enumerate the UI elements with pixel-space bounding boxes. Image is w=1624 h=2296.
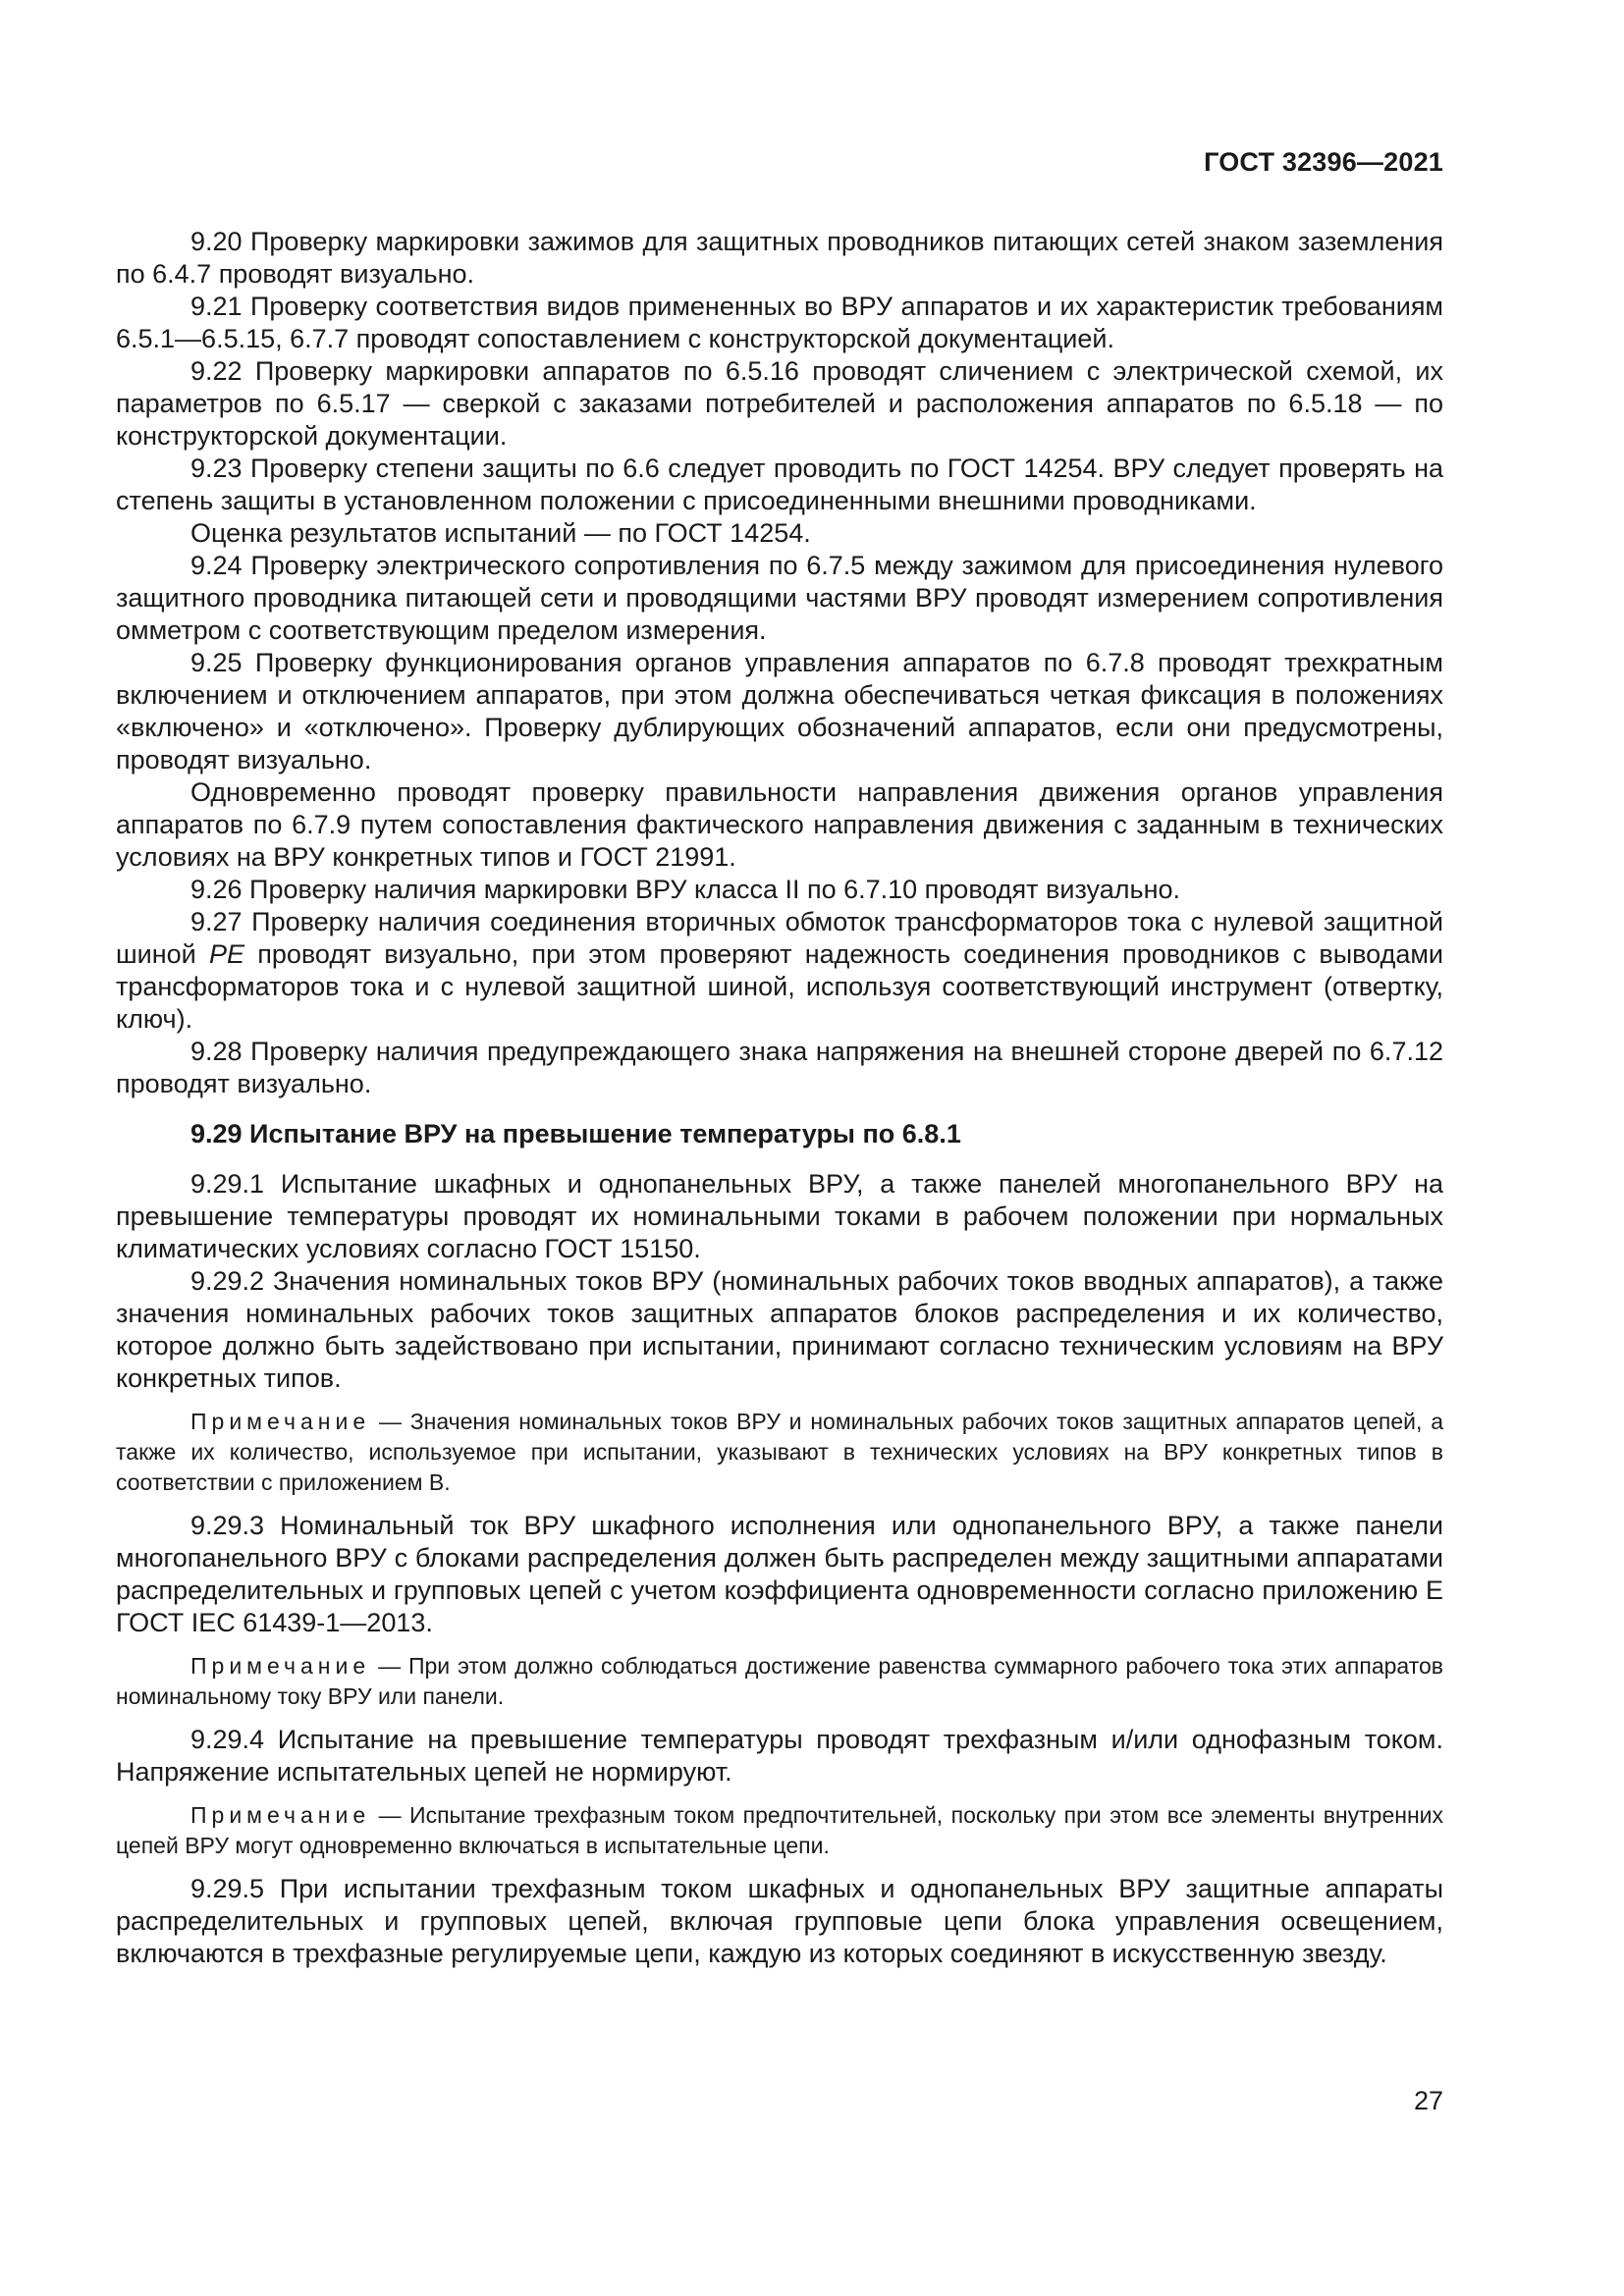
paragraph-9-20: 9.20 Проверку маркировки зажимов для защитных проводников питающих сетей знаком заземления по 6.4.7 проводят визуально. xyxy=(116,227,1443,289)
note-1 xyxy=(116,1407,1443,1498)
paragraph-9-29-2: 9.29.2 Значения номинальных токов ВРУ (номинальных рабочих токов вводных аппаратов), а также значения номинальных рабочих токов защитных аппаратов блоков распределения и их количество, которое должно быть задействовано при испытании, принимают согласно техническим условиям на ВРУ конкретных типов. xyxy=(116,1266,1443,1393)
paragraph-9-27 xyxy=(116,906,1443,1036)
note-label: Примечание xyxy=(190,1653,371,1679)
note-2 xyxy=(116,1651,1443,1712)
note-1-text: — Значения номинальных токов ВРУ и номинальных рабочих токов защитных аппаратов цепей, а также их количество, используемое при испытании, указывают в технических условиях на ВРУ конкретных типов в соответствии с приложением В. xyxy=(116,1409,1443,1495)
paragraph-9-27-part-a: 9.27 Проверку наличия соединения вторичных обмоток трансформаторов тока с нулевой защитной шиной xyxy=(116,907,1443,969)
paragraph-9-26: 9.26 Проверку наличия маркировки ВРУ класса II по 6.7.10 проводят визуально. xyxy=(190,875,1180,904)
paragraph-9-22: 9.22 Проверку маркировки аппаратов по 6.5.16 проводят сличением с электрической схемой, их параметров по 6.5.17 — сверкой с заказами потребителей и расположения аппаратов по 6.5.18 — по конструкторской документации. xyxy=(116,356,1443,451)
paragraph-9-25: 9.25 Проверку функционирования органов управления аппаратов по 6.7.8 проводят трехкратным включением и отключением аппаратов, при этом должна обеспечиваться четкая фиксация в положениях «включено» и «отключено». Проверку дублирующих обозначений аппаратов, если они предусмотрены, проводят визуально. xyxy=(116,648,1443,774)
document-body xyxy=(116,226,1443,1970)
note-3-text: — Испытание трехфазным током предпочтительней, поскольку при этом все элементы внутренних цепей ВРУ могут одновременно включаться в испытательные цепи. xyxy=(116,1802,1443,1858)
page-number: 27 xyxy=(1413,2086,1443,2115)
paragraph-9-23-evaluation: Оценка результатов испытаний — по ГОСТ 14254. xyxy=(190,518,811,548)
paragraph-9-25-direction: Одновременно проводят проверку правильности направления движения органов управления аппаратов по 6.7.9 путем сопоставления фактического направления движения с заданным в технических условиях на ВРУ конкретных типов и ГОСТ 21991. xyxy=(116,777,1443,872)
paragraph-9-23: 9.23 Проверку степени защиты по 6.6 следует проводить по ГОСТ 14254. ВРУ следует проверять на степень защиты в установленном положении с присоединенными внешними проводниками. xyxy=(116,454,1443,515)
paragraph-9-29-3: 9.29.3 Номинальный ток ВРУ шкафного исполнения или однопанельного ВРУ, а также панели многопанельного ВРУ с блоками распределения должен быть распределен между защитными аппаратами распределительных и групповых цепей с учетом коэффициента одновременности согласно приложению Е ГОСТ IEC 61439-1—2013. xyxy=(116,1511,1443,1637)
document-header-id: ГОСТ 32396—2021 xyxy=(1204,147,1443,177)
note-label: Примечание xyxy=(190,1802,371,1828)
paragraph-9-28: 9.28 Проверку наличия предупреждающего знака напряжения на внешней стороне дверей по 6.7.12 проводят визуально. xyxy=(116,1037,1443,1098)
paragraph-9-24: 9.24 Проверку электрического сопротивления по 6.7.5 между зажимом для присоединения нулевого защитного проводника питающей сети и проводящими частями ВРУ проводят измерением сопротивления омметром с соответствующим пределом измерения. xyxy=(116,551,1443,645)
paragraph-9-27-part-b: проводят визуально, при этом проверяют надежность соединения проводников с выводами трансформаторов тока и с нулевой защитной шиной, используя соответствующий инструмент (отвертку, ключ). xyxy=(116,939,1443,1034)
note-label: Примечание xyxy=(190,1409,371,1434)
paragraph-9-21: 9.21 Проверку соответствия видов примененных во ВРУ аппаратов и их характеристик требованиям 6.5.1—6.5.15, 6.7.7 проводят сопоставлением с конструкторской документацией. xyxy=(116,292,1443,353)
note-2-text: — При этом должно соблюдаться достижение равенства суммарного рабочего тока этих аппаратов номинальному току ВРУ или панели. xyxy=(116,1653,1443,1709)
pe-bus-label: PE xyxy=(208,939,244,969)
paragraph-9-29-1: 9.29.1 Испытание шкафных и однопанельных ВРУ, а также панелей многопанельного ВРУ на превышение температуры проводят их номинальными токами в рабочем положении при нормальных климатических условиях согласно ГОСТ 15150. xyxy=(116,1169,1443,1263)
paragraph-9-29-4: 9.29.4 Испытание на превышение температуры проводят трехфазным и/или однофазным током. Напряжение испытательных цепей не нормируют. xyxy=(116,1725,1443,1787)
section-heading-9-29: 9.29 Испытание ВРУ на превышение температуры по 6.8.1 xyxy=(190,1119,961,1148)
note-3 xyxy=(116,1800,1443,1861)
paragraph-9-29-5: 9.29.5 При испытании трехфазным током шкафных и однопанельных ВРУ защитные аппараты распределительных и групповых цепей, включая групповые цепи блока управления освещением, включаются в трехфазные регулируемые цепи, каждую из которых соединяют в искусственную звезду. xyxy=(116,1874,1443,1968)
